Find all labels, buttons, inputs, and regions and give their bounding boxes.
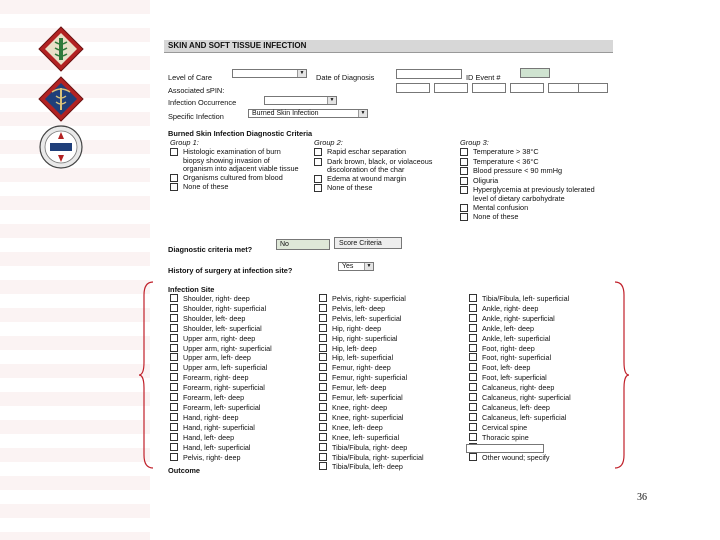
infection-site-item[interactable] [319, 314, 424, 324]
criteria-item[interactable]: Rapid eschar separation [314, 148, 459, 158]
infection-site-item[interactable] [170, 324, 272, 334]
infection-site-col-1 [170, 294, 272, 462]
level-of-care-select[interactable] [232, 69, 307, 78]
right-brace-bracket [612, 280, 630, 470]
infection-site-item[interactable] [469, 324, 571, 334]
infection-site-item[interactable] [319, 403, 424, 413]
infection-site-item[interactable] [319, 324, 424, 334]
infection-site-label: Foot, left- deep [482, 363, 531, 373]
infection-site-item[interactable] [319, 423, 424, 433]
checkbox[interactable] [314, 175, 322, 183]
infection-site-item[interactable] [469, 314, 571, 324]
spin-field-6[interactable] [578, 83, 608, 93]
infection-site-item[interactable] [170, 344, 272, 354]
criteria-met-value: No [276, 239, 330, 250]
infection-site-label: Pelvis, right- superficial [332, 294, 406, 303]
infection-site-label: Cervical spine [482, 422, 528, 432]
infection-site-label: Other wound; specify [482, 452, 550, 462]
infection-site-item[interactable] [170, 363, 272, 373]
checkbox[interactable] [469, 423, 477, 431]
criteria-item[interactable]: Mental confusion [460, 204, 610, 214]
infection-site-label: Femur, left- deep [332, 383, 387, 393]
checkbox[interactable] [170, 304, 178, 312]
infection-site-label: Forearm, left- superficial [183, 402, 261, 412]
criteria-item[interactable]: None of these [314, 184, 459, 194]
infection-site-label: Knee, left- deep [332, 422, 383, 432]
infection-site-item[interactable] [170, 314, 272, 324]
infection-site-label: Femur, left- superficial [332, 393, 403, 403]
checkbox[interactable] [170, 183, 178, 191]
infection-site-item[interactable] [469, 344, 571, 354]
infection-site-label: Femur, right- deep [332, 363, 391, 373]
criteria-met-label: Diagnostic criteria met? [168, 245, 253, 254]
infection-site-item[interactable] [319, 373, 424, 383]
checkbox[interactable] [469, 294, 477, 302]
checkbox[interactable] [170, 413, 178, 421]
infection-site-label: Calcaneus, right- superficial [482, 393, 571, 403]
infection-site-label: Upper arm, right- deep [183, 333, 256, 343]
checkbox[interactable] [319, 413, 327, 421]
infection-site-item[interactable] [469, 423, 571, 433]
infection-site-label: Pelvis, right- deep [183, 452, 241, 462]
criteria-item[interactable]: Edema at wound margin [314, 175, 459, 185]
specific-infection-select[interactable] [248, 109, 368, 118]
infection-site-col-2 [319, 294, 424, 472]
date-of-diagnosis-field[interactable] [396, 69, 462, 79]
surgery-history-select[interactable] [338, 262, 374, 271]
checkbox[interactable] [469, 363, 477, 371]
infection-site-label: Ankle, right- superficial [482, 313, 555, 323]
checkbox[interactable] [460, 213, 468, 221]
id-event-field[interactable] [520, 68, 550, 78]
medical-command-logo-icon [38, 26, 84, 72]
infection-site-item[interactable] [319, 433, 424, 443]
date-of-diagnosis-label: Date of Diagnosis [316, 73, 375, 82]
checkbox[interactable] [170, 344, 178, 352]
checkbox[interactable] [170, 324, 178, 332]
infection-site-label: Hand, right- deep [183, 412, 239, 422]
checkbox[interactable] [319, 373, 327, 381]
chevron-down-icon: ▼ [297, 70, 306, 77]
infection-site-label: Tibia/Fibula, left- superficial [482, 294, 570, 303]
infection-site-item[interactable] [469, 383, 571, 393]
infection-site-label: Pelvis, left- deep [332, 303, 386, 313]
checkbox[interactable] [319, 353, 327, 361]
infection-site-label: Upper arm, left- deep [183, 353, 251, 363]
infection-site-item[interactable] [319, 383, 424, 393]
checkbox[interactable] [319, 462, 327, 470]
chevron-down-icon: ▼ [364, 263, 373, 270]
infection-site-item[interactable] [170, 453, 272, 463]
checkbox[interactable] [469, 373, 477, 381]
checkbox[interactable] [469, 453, 477, 461]
checkbox[interactable] [460, 204, 468, 212]
criteria-item[interactable]: Temperature < 36°C [460, 158, 610, 168]
other-wound-specify-field[interactable] [466, 444, 544, 453]
infection-site-item[interactable] [319, 393, 424, 403]
checkbox[interactable] [319, 383, 327, 391]
jttr-logo-icon [38, 124, 84, 170]
infection-site-label: Ankle, right- deep [482, 303, 539, 313]
checkbox[interactable] [170, 294, 178, 302]
infection-site-label: Knee, left- superficial [332, 432, 400, 442]
checkbox[interactable] [170, 314, 178, 322]
criteria-item[interactable]: None of these [460, 213, 610, 223]
spin-field-2[interactable] [434, 83, 468, 93]
infection-site-label: Forearm, left- deep [183, 393, 245, 403]
checkbox[interactable] [319, 314, 327, 322]
infection-site-item[interactable] [469, 304, 571, 314]
checkbox[interactable] [319, 403, 327, 411]
infection-site-item[interactable] [469, 373, 571, 383]
checkbox[interactable] [170, 383, 178, 391]
infection-site-label: Shoulder, right- deep [183, 294, 250, 303]
infection-site-title: Infection Site [168, 285, 215, 294]
id-event-label: ID Event # [466, 73, 501, 82]
checkbox[interactable] [469, 413, 477, 421]
checkbox[interactable] [319, 423, 327, 431]
checkbox[interactable] [170, 334, 178, 342]
group-1-list [170, 148, 310, 193]
group-2-title: Group 2: [314, 138, 343, 147]
infection-site-label: Upper arm, right- superficial [183, 343, 272, 353]
infection-site-item[interactable] [170, 413, 272, 423]
infection-site-label: Tibia/Fibula, left- deep [332, 462, 403, 472]
checkbox[interactable] [319, 453, 327, 461]
spin-field-4[interactable] [510, 83, 544, 93]
specific-infection-label: Specific Infection [168, 112, 224, 121]
infection-site-label: Foot, left- superficial [482, 373, 547, 383]
infection-site-item[interactable] [469, 413, 571, 423]
outcome-label: Outcome [168, 466, 201, 475]
form-title: SKIN AND SOFT TISSUE INFECTION [164, 40, 613, 53]
checkbox[interactable] [469, 393, 477, 401]
infection-site-item[interactable] [170, 334, 272, 344]
checkbox[interactable] [314, 184, 322, 192]
checkbox[interactable] [469, 304, 477, 312]
infection-site-item[interactable] [170, 304, 272, 314]
infection-site-item[interactable] [170, 373, 272, 383]
checkbox[interactable] [170, 393, 178, 401]
group-1-title: Group 1: [170, 138, 199, 147]
checkbox[interactable] [469, 344, 477, 352]
checkbox[interactable] [170, 433, 178, 441]
infection-site-label: Shoulder, left- superficial [183, 323, 262, 333]
infection-site-label: Ankle, left- deep [482, 323, 534, 333]
infection-site-item[interactable] [319, 443, 424, 453]
infection-site-label: Calcaneus, right- deep [482, 383, 555, 393]
checkbox[interactable] [469, 383, 477, 391]
checkbox[interactable] [469, 403, 477, 411]
infection-site-label: Hand, left- deep [183, 432, 235, 442]
infection-site-label: Knee, right- superficial [332, 412, 404, 422]
checkbox[interactable] [469, 314, 477, 322]
infection-site-label: Forearm, right- deep [183, 373, 249, 383]
checkbox[interactable] [170, 363, 178, 371]
infection-site-label: Hand, right- superficial [183, 422, 255, 432]
infection-site-item[interactable] [170, 353, 272, 363]
infection-site-item[interactable] [319, 353, 424, 363]
checkbox[interactable] [319, 433, 327, 441]
infection-site-label: Forearm, right- superficial [183, 383, 265, 393]
checkbox[interactable] [170, 148, 178, 156]
infection-site-item[interactable] [319, 304, 424, 314]
infection-site-item[interactable] [319, 294, 424, 304]
score-criteria-button[interactable]: Score Criteria [334, 237, 402, 249]
checkbox[interactable] [319, 344, 327, 352]
associated-spin-label: Associated sPIN: [168, 86, 225, 95]
chevron-down-icon: ▼ [327, 97, 336, 104]
infection-site-item[interactable] [319, 334, 424, 344]
checkbox[interactable] [170, 174, 178, 182]
checkbox[interactable] [469, 433, 477, 441]
checkbox[interactable] [170, 373, 178, 381]
surgery-history-label: History of surgery at infection site? [168, 266, 293, 275]
infection-site-item[interactable] [469, 294, 571, 304]
spin-field-1[interactable] [396, 83, 430, 93]
checkbox[interactable] [460, 177, 468, 185]
level-of-care-label: Level of Care [168, 73, 212, 82]
checkbox[interactable] [469, 334, 477, 342]
infection-site-label: Hip, right- superficial [332, 333, 398, 343]
criteria-item[interactable]: Hyperglycemia at previously tolerated level of dietary carbohydrate [460, 186, 610, 203]
infection-occurrence-select[interactable] [264, 96, 337, 105]
infection-site-label: Foot, right- deep [482, 343, 535, 353]
surgery-history-value: Yes [342, 263, 354, 270]
spin-field-5[interactable] [548, 83, 582, 93]
specific-infection-value: Burned Skin Infection [252, 110, 319, 117]
criteria-item[interactable]: Oliguria [460, 177, 610, 187]
infection-site-item[interactable] [319, 363, 424, 373]
spin-field-3[interactable] [472, 83, 506, 93]
diagnostic-criteria-title: Burned Skin Infection Diagnostic Criteria [168, 129, 313, 138]
checkbox[interactable] [319, 304, 327, 312]
checkbox[interactable] [170, 353, 178, 361]
infection-site-item[interactable] [469, 353, 571, 363]
infection-site-label: Femur, right- superficial [332, 373, 408, 383]
infection-site-item[interactable] [319, 462, 424, 472]
group-3-list [460, 148, 610, 223]
checkbox[interactable] [170, 453, 178, 461]
infection-site-item[interactable] [170, 393, 272, 403]
infection-site-item[interactable] [170, 423, 272, 433]
infection-site-label: Thoracic spine [482, 432, 529, 442]
checkbox[interactable] [319, 334, 327, 342]
checkbox[interactable] [314, 158, 322, 166]
checkbox[interactable] [319, 443, 327, 451]
checkbox[interactable] [469, 353, 477, 361]
infection-site-label: Hip, right- deep [332, 323, 382, 333]
infection-site-item[interactable] [469, 433, 571, 443]
infection-site-label: Tibia/Fibula, right- deep [332, 442, 408, 452]
checkbox[interactable] [319, 324, 327, 332]
left-brace-bracket [138, 280, 156, 470]
infection-site-item[interactable] [170, 433, 272, 443]
infection-site-label: Calcaneus, left- deep [482, 402, 550, 412]
page-number: 36 [637, 492, 647, 503]
infection-site-item[interactable] [469, 403, 571, 413]
infection-site-item[interactable] [170, 294, 272, 304]
infection-site-label: Tibia/Fibula, right- superficial [332, 452, 424, 462]
checkbox[interactable] [469, 324, 477, 332]
caduceus-logo-icon [38, 76, 84, 122]
group-3-title: Group 3: [460, 138, 489, 147]
infection-site-item[interactable] [319, 413, 424, 423]
infection-site-item[interactable] [170, 403, 272, 413]
infection-site-label: Hand, left- superficial [183, 442, 251, 452]
infection-site-label: Hip, left- deep [332, 343, 377, 353]
infection-occurrence-label: Infection Occurrence [168, 98, 237, 107]
checkbox[interactable] [319, 363, 327, 371]
infection-site-item[interactable] [170, 383, 272, 393]
infection-site-item[interactable] [469, 334, 571, 344]
infection-site-item[interactable] [170, 443, 272, 453]
checkbox[interactable] [170, 403, 178, 411]
infection-site-label: Upper arm, left- superficial [183, 363, 268, 373]
infection-site-label: Shoulder, right- superficial [183, 303, 267, 313]
checkbox[interactable] [460, 167, 468, 175]
checkbox[interactable] [170, 423, 178, 431]
criteria-item[interactable]: Temperature > 38°C [460, 148, 610, 158]
infection-site-label: Calcaneus, left- superficial [482, 412, 567, 422]
infection-site-label: Ankle, left- superficial [482, 333, 551, 343]
checkbox[interactable] [460, 148, 468, 156]
chevron-down-icon: ▼ [358, 110, 367, 117]
infection-site-item[interactable] [469, 393, 571, 403]
checkbox[interactable] [460, 158, 468, 166]
criteria-item[interactable]: Dark brown, black, or violaceous discoloration of the char [314, 158, 459, 175]
checkbox[interactable] [314, 148, 322, 156]
infection-site-col-3 [469, 294, 571, 462]
criteria-item[interactable]: Histologic examination of burn biopsy showing invasion of organism into adjacent viable tissue [170, 148, 310, 174]
checkbox[interactable] [170, 443, 178, 451]
infection-site-item[interactable] [469, 363, 571, 373]
criteria-item[interactable]: Organisms cultured from blood [170, 174, 310, 184]
infection-site-label: Shoulder, left- deep [183, 313, 246, 323]
infection-site-label: Hip, left- superficial [332, 353, 394, 363]
infection-site-label: Pelvis, left- superficial [332, 313, 402, 323]
checkbox[interactable] [319, 294, 327, 302]
infection-site-label: Knee, right- deep [332, 402, 388, 412]
criteria-item[interactable]: None of these [170, 183, 310, 193]
checkbox[interactable] [319, 393, 327, 401]
skin-soft-tissue-infection-form [164, 40, 619, 500]
group-2-list [314, 148, 459, 194]
infection-site-item[interactable] [319, 453, 424, 463]
criteria-item[interactable]: Blood pressure < 90 mmHg [460, 167, 610, 177]
checkbox[interactable] [460, 186, 468, 194]
infection-site-label: Foot, right- superficial [482, 353, 552, 363]
infection-site-item[interactable] [319, 344, 424, 354]
infection-site-item[interactable] [469, 453, 571, 463]
